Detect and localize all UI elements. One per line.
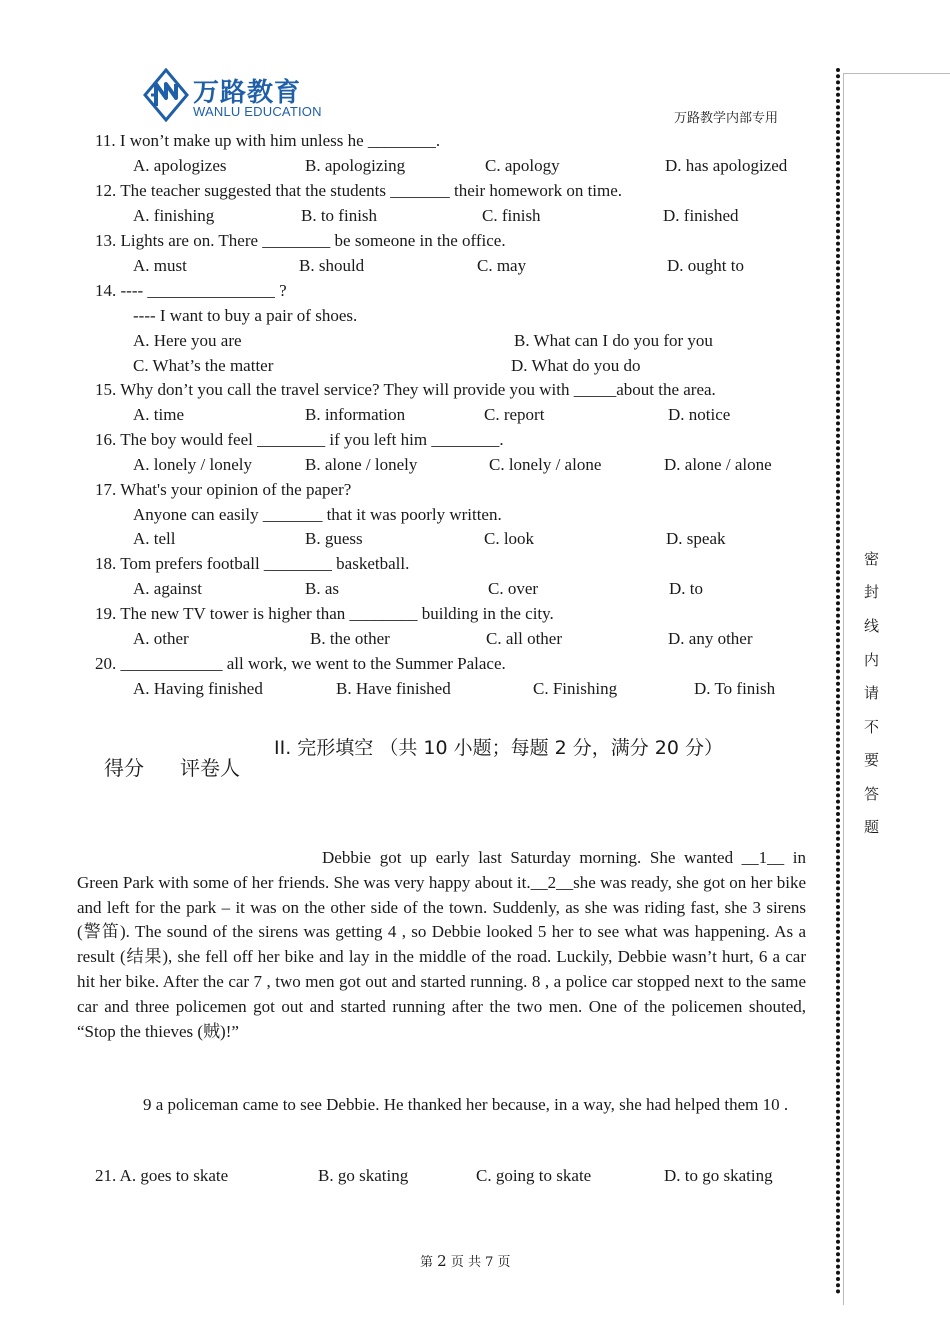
binding-dot [836,645,840,649]
binding-dot [836,1110,840,1114]
option: A. apologizes [133,156,227,175]
option: D. finished [663,206,739,225]
binding-dot [836,366,840,370]
binding-dot [836,682,840,686]
binding-dot [836,1184,840,1188]
binding-dotted-line [834,67,842,1297]
binding-dot [836,1079,840,1083]
binding-dot [836,651,840,655]
binding-dot [836,192,840,196]
score-label: 得分 [104,756,144,780]
binding-dot [836,74,840,78]
question-stem-line2: ---- I want to buy a pair of shoes. [133,306,358,325]
binding-dot [836,328,840,332]
binding-dot [836,1029,840,1033]
binding-dot [836,285,840,289]
binding-dot [836,1116,840,1120]
binding-dot [836,514,840,518]
binding-dot [836,421,840,425]
binding-dot [836,948,840,952]
binding-dot [836,483,840,487]
binding-dot [836,1178,840,1182]
binding-dot [836,440,840,444]
binding-dot [836,713,840,717]
binding-dot [836,1134,840,1138]
binding-dot [836,862,840,866]
binding-dot [836,552,840,556]
binding-dot [836,775,840,779]
binding-dot [836,979,840,983]
binding-dot [836,1141,840,1145]
option: C. all other [486,629,563,648]
binding-dot [836,477,840,481]
question-stem: 15. Why don’t you call the travel service? They will provide you with _____about the area. [95,380,716,399]
binding-dot [836,545,840,549]
binding-dot [836,111,840,115]
option: A. time [133,405,184,424]
option: A. finishing [133,206,215,225]
header-note: 万路教学内部专用 [674,111,779,126]
binding-dot [836,1159,840,1163]
binding-frame-top [843,73,950,74]
binding-dot [836,1289,840,1293]
question-stem: 18. Tom prefers football ________ basketball. [95,554,410,573]
binding-dot [836,800,840,804]
option: C. lonely / alone [489,455,602,474]
binding-dot [836,254,840,258]
option: B. guess [305,529,363,548]
binding-dot [836,223,840,227]
seal-char: 内 [864,651,880,669]
binding-dot [836,291,840,295]
binding-dot [836,1023,840,1027]
binding-dot [836,750,840,754]
footer-page-label: 第 [420,1255,434,1270]
binding-dot [836,149,840,153]
binding-dot [836,620,840,624]
binding-dot [836,1215,840,1219]
binding-dot [836,905,840,909]
binding-dot [836,496,840,500]
binding-dot [836,961,840,965]
binding-dot [836,390,840,394]
binding-dot [836,136,840,140]
binding-dot [836,1041,840,1045]
binding-dot [836,297,840,301]
option: B. to finish [301,206,378,225]
binding-dot [836,719,840,723]
binding-dot [836,1091,840,1095]
binding-dot [836,1066,840,1070]
logo-text-cn: 万路教育 [193,78,302,108]
binding-dot [836,1227,840,1231]
binding-dot [836,1103,840,1107]
binding-dot [836,130,840,134]
binding-dot [836,657,840,661]
binding-dot [836,1060,840,1064]
binding-dot [836,583,840,587]
binding-dot [836,1234,840,1238]
binding-dot [836,855,840,859]
binding-dot [836,1271,840,1275]
binding-dot [836,180,840,184]
binding-dot [836,1010,840,1014]
binding-dot [836,471,840,475]
footer-page-number: 2 [437,1252,447,1270]
option: C. report [484,405,545,424]
option: A. against [133,579,202,598]
option: D. ought to [667,256,744,275]
binding-dot [836,266,840,270]
question-stem: 14. ---- _______________ ? [95,281,287,300]
binding-dot [836,260,840,264]
binding-dot [836,663,840,667]
binding-dot [836,533,840,537]
binding-dot [836,1221,840,1225]
question-stem: 13. Lights are on. There ________ be someone in the office. [95,231,506,250]
binding-dot [836,434,840,438]
binding-dot [836,632,840,636]
binding-dot [836,353,840,357]
binding-dot [836,1277,840,1281]
binding-dot [836,93,840,97]
binding-dot [836,1258,840,1262]
binding-dot [836,1265,840,1269]
binding-dot [836,248,840,252]
binding-dot [836,1283,840,1287]
binding-dot [836,558,840,562]
option: A. Having finished [133,679,263,698]
option: B. go skating [318,1166,409,1185]
binding-dot [836,80,840,84]
binding-dot [836,124,840,128]
binding-dot [836,105,840,109]
binding-dot [836,812,840,816]
question-stem: 12. The teacher suggested that the students _______ their homework on time. [95,181,623,200]
binding-dot [836,521,840,525]
binding-dot [836,787,840,791]
binding-dot [836,744,840,748]
binding-dot [836,161,840,165]
binding-dot [836,459,840,463]
binding-dot [836,1128,840,1132]
binding-dot [836,986,840,990]
binding-dot [836,1240,840,1244]
binding-dot [836,397,840,401]
option: D. to go skating [664,1166,773,1185]
binding-dot [836,818,840,822]
binding-dot [836,738,840,742]
binding-dot [836,502,840,506]
binding-dot [836,930,840,934]
option: D. notice [668,405,731,424]
option: A. tell [133,529,176,548]
binding-dot [836,347,840,351]
binding-dot [836,403,840,407]
binding-dot [836,378,840,382]
passage-paragraph-2: 9 a policeman came to see Debbie. He thanked her because, in a way, she had helped them 10 . [143,1095,789,1114]
question-stem: 20. ____________ all work, we went to the Summer Palace. [95,654,506,673]
binding-dot [836,880,840,884]
option: B. information [305,405,406,424]
binding-dot [836,1004,840,1008]
binding-dot [836,142,840,146]
binding-dot [836,595,840,599]
option: D. has apologized [665,156,788,175]
seal-char: 请 [864,684,880,702]
binding-frame-side [843,73,844,1305]
question-stem: 16. The boy would feel ________ if you left him ________. [95,430,504,449]
logo-icon [143,68,189,122]
binding-dot [836,428,840,432]
option: D. speak [666,529,726,548]
binding-dot [836,614,840,618]
option: A. lonely / lonely [133,455,252,474]
option: A. must [133,256,187,275]
seal-char: 题 [864,818,880,836]
binding-dot [836,508,840,512]
binding-dot [836,1122,840,1126]
binding-dot [836,694,840,698]
option: C. What’s the matter [133,356,274,375]
binding-dot [836,626,840,630]
binding-dot [836,824,840,828]
binding-dot [836,762,840,766]
binding-dot [836,725,840,729]
binding-dot [836,955,840,959]
page-footer [420,1251,511,1270]
binding-dot [836,570,840,574]
binding-dot [836,242,840,246]
binding-dot [836,1246,840,1250]
logo [143,68,323,122]
binding-dot [836,68,840,72]
binding-dot [836,384,840,388]
binding-dot [836,372,840,376]
seal-char: 密 [864,550,880,568]
binding-dot [836,1097,840,1101]
binding-dot [836,676,840,680]
option: C. apology [485,156,560,175]
footer-total-pages: 7 [485,1255,494,1270]
binding-dot [836,1048,840,1052]
binding-dot [836,607,840,611]
binding-dot [836,452,840,456]
binding-dot [836,335,840,339]
binding-dot [836,936,840,940]
binding-dot [836,1054,840,1058]
binding-dot [836,638,840,642]
footer-mid: 页 共 [450,1255,481,1270]
binding-dot [836,1190,840,1194]
binding-dot [836,1085,840,1089]
question-stem: 21. A. goes to skate [95,1166,229,1185]
binding-dot [836,279,840,283]
option: D. to [669,579,703,598]
binding-dot [836,589,840,593]
binding-dot [836,87,840,91]
binding-dot [836,874,840,878]
binding-dot [836,173,840,177]
binding-dot [836,837,840,841]
binding-dot [836,1035,840,1039]
option: B. the other [310,629,390,648]
option: A. Here you are [133,331,242,350]
option: C. may [477,256,527,275]
binding-dot [836,1165,840,1169]
option: B. apologizing [305,156,406,175]
binding-dot [836,211,840,215]
binding-dot [836,942,840,946]
binding-dot [836,886,840,890]
binding-dot [836,204,840,208]
binding-dot [836,304,840,308]
option: D. To finish [694,679,776,698]
binding-dot [836,490,840,494]
binding-dot [836,998,840,1002]
binding-dot [836,198,840,202]
binding-dot [836,781,840,785]
option: A. other [133,629,189,648]
binding-dot [836,973,840,977]
grader-label: 评卷人 [180,756,240,780]
binding-dot [836,341,840,345]
binding-dot [836,167,840,171]
seal-char: 线 [864,617,880,635]
option: B. Have finished [336,679,451,698]
binding-dot [836,831,840,835]
option: C. finish [482,206,541,225]
binding-dot [836,465,840,469]
question-stem-line2: Anyone can easily _______ that it was poorly written. [133,505,502,524]
binding-dot [836,769,840,773]
binding-dot [836,899,840,903]
binding-dot [836,707,840,711]
binding-dot [836,527,840,531]
binding-dot [836,1209,840,1213]
binding-dot [836,700,840,704]
binding-dot [836,1203,840,1207]
binding-dot [836,316,840,320]
binding-dot [836,911,840,915]
binding-dot [836,843,840,847]
passage-paragraph-1: Debbie got up early last Saturday morning. She wanted __1__ in Green Park with some of her friends. She was very happy about it.__2__she was ready, she got on her bike and left for the park – it was on the other side of the town. Suddenly, as she was riding fast, she 3 sirens (警笛). The sound of the sirens was getting 4 , so Debbie looked 5 her to see what was happening. As a result (结果), she fell off her bike and lay in the middle of the road. Luckily, Debbie wasn’t hurt, 6 a car hit her bike. After the car 7 , two men got out and started running. 8 , a police car stopped next to the same car and three policemen got out and started running after the two men. One of the policemen shouted, “Stop the thieves (贼)!” [77,848,806,1041]
binding-dot [836,924,840,928]
binding-dot [836,229,840,233]
binding-dot [836,576,840,580]
option: B. as [305,579,339,598]
binding-dot [836,1172,840,1176]
binding-dot [836,1252,840,1256]
binding-dot [836,1072,840,1076]
option: B. What can I do you for you [514,331,713,350]
binding-dot [836,186,840,190]
binding-dot [836,155,840,159]
binding-dot [836,688,840,692]
option: B. alone / lonely [305,455,418,474]
binding-dot [836,793,840,797]
binding-dot [836,1153,840,1157]
binding-dot [836,539,840,543]
option: C. look [484,529,535,548]
section-title: II. 完形填空 （共 10 小题；每题 2 分，满分 20 分） [274,737,724,759]
binding-dot [836,1196,840,1200]
question-stem: 19. The new TV tower is higher than ________ building in the city. [95,604,554,623]
binding-dot [836,756,840,760]
binding-dot [836,217,840,221]
option: C. over [488,579,539,598]
logo-text-en: WANLU EDUCATION [193,104,322,119]
binding-dot [836,99,840,103]
binding-dot [836,868,840,872]
question-stem: 11. I won’t make up with him unless he ________. [95,131,441,150]
binding-dot [836,992,840,996]
option: B. should [299,256,365,275]
footer-end: 页 [497,1255,511,1270]
option: D. alone / alone [664,455,772,474]
binding-dot [836,415,840,419]
binding-dot [836,446,840,450]
binding-dot [836,273,840,277]
option: C. going to skate [476,1166,592,1185]
option: D. What do you do [511,356,641,375]
binding-dot [836,1147,840,1151]
binding-dot [836,322,840,326]
option: C. Finishing [533,679,618,698]
binding-dot [836,1017,840,1021]
binding-dot [836,731,840,735]
binding-dot [836,564,840,568]
binding-dot [836,118,840,122]
seal-char: 封 [864,583,880,601]
binding-dot [836,235,840,239]
binding-dot [836,893,840,897]
seal-char: 答 [864,785,880,803]
option: D. any other [668,629,753,648]
binding-dot [836,806,840,810]
seal-char: 要 [864,751,880,769]
binding-dot [836,849,840,853]
binding-dot [836,917,840,921]
binding-dot [836,967,840,971]
binding-dot [836,601,840,605]
seal-char: 不 [864,718,880,736]
question-stem: 17. What's your opinion of the paper? [95,480,352,499]
binding-dot [836,409,840,413]
binding-dot [836,669,840,673]
binding-dot [836,310,840,314]
binding-dot [836,359,840,363]
